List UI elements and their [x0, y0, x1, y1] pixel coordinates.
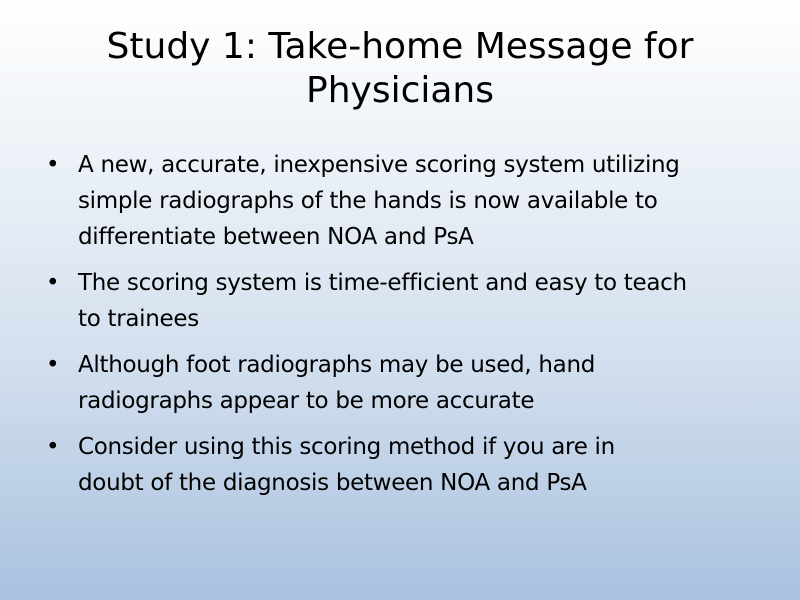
bullet-1-line-2: simple radiographs of the hands is now available to — [78, 188, 658, 214]
bullet-icon: • — [46, 352, 60, 378]
slide-title — [60, 25, 740, 113]
slide-title-line-2: Physicians — [305, 70, 494, 111]
bullet-icon: • — [46, 434, 60, 460]
bullet-3-line-1: Although foot radiographs may be used, hand — [78, 352, 596, 378]
bullet-list — [44, 147, 764, 511]
bullet-2-line-2: to trainees — [78, 306, 199, 332]
bullet-1-line-1: A new, accurate, inexpensive scoring system utilizing — [78, 152, 680, 178]
slide-title-line-1: Study 1: Take-home Message for — [106, 26, 694, 67]
bullet-icon: • — [46, 270, 60, 296]
bullet-4-line-2: doubt of the diagnosis between NOA and PsA — [78, 470, 587, 496]
bullet-item-3 — [44, 347, 764, 419]
bullet-icon: • — [46, 152, 60, 178]
bullet-item-1 — [44, 147, 764, 255]
bullet-2-line-1: The scoring system is time-efficient and easy to teach — [78, 270, 687, 296]
bullet-3-line-2: radiographs appear to be more accurate — [78, 388, 535, 414]
bullet-item-2 — [44, 265, 764, 337]
bullet-item-4 — [44, 429, 764, 501]
bullet-4-line-1: Consider using this scoring method if you are in — [78, 434, 615, 460]
bullet-1-line-3: differentiate between NOA and PsA — [78, 224, 474, 250]
